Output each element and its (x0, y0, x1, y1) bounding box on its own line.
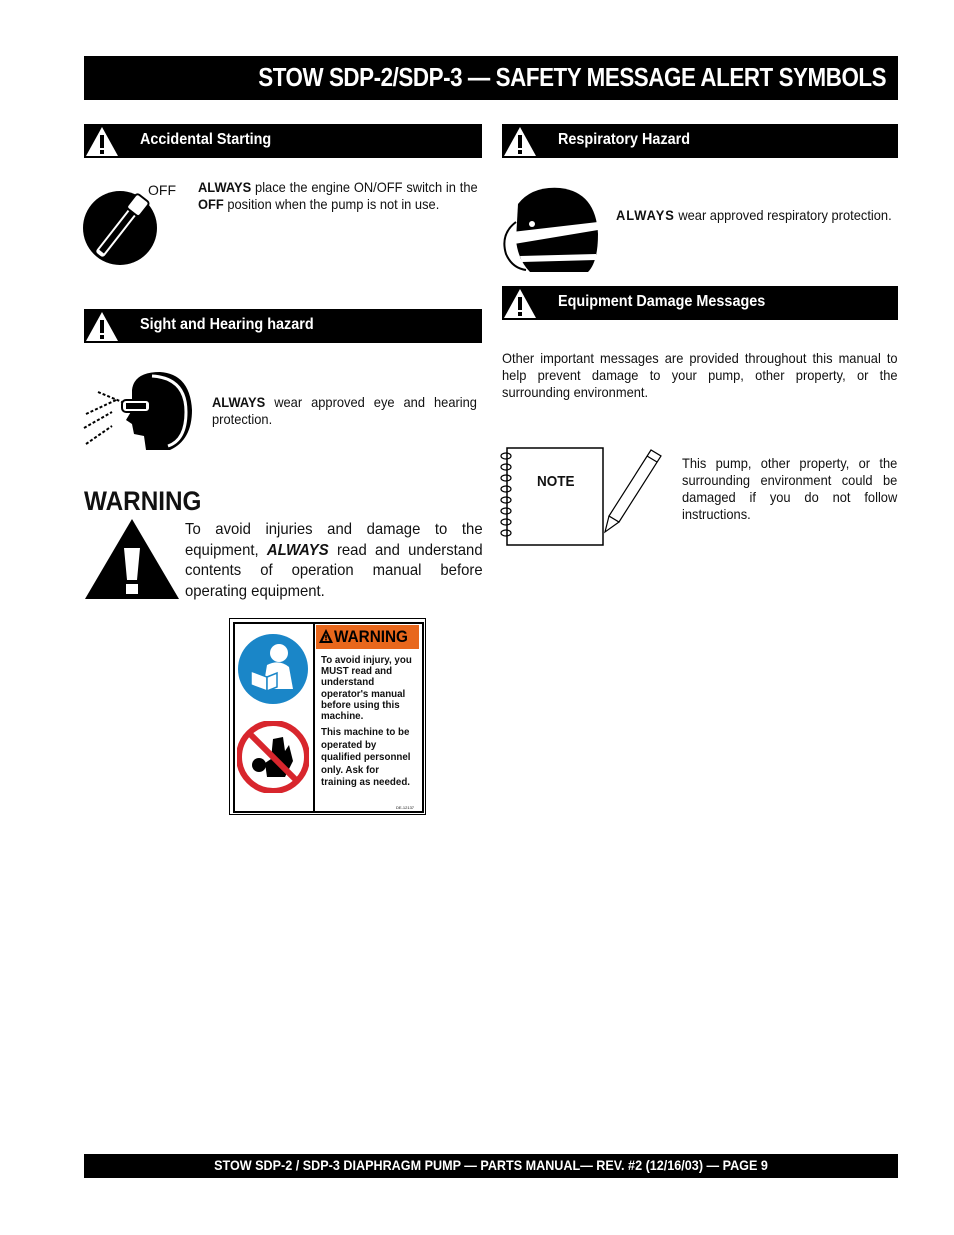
section-header-respiratory-hazard (502, 124, 898, 158)
no-unauthorized-operation-icon (237, 721, 309, 793)
warning-decal (229, 618, 426, 815)
respirator-icon (498, 184, 602, 276)
alert-triangle-icon (84, 309, 120, 343)
section-heading: Accidental Starting (140, 131, 272, 148)
decal-header: WARNING (316, 625, 419, 649)
footer-text: STOW SDP-2 / SDP-3 DIAPHRAGM PUMP — PARTS MANUAL— REV. #2 (12/16/03) — PAGE 9 (214, 1157, 768, 1173)
section-header-equipment-damage (502, 286, 898, 320)
decal-code: DE-12137 (396, 805, 415, 810)
sight-hearing-text: ALWAYS wear approved eye and hearing protection. (212, 394, 477, 427)
section-heading: Equipment Damage Messages (558, 293, 766, 310)
section-heading: Respiratory Hazard (558, 131, 691, 148)
section-header-sight-hearing (84, 309, 482, 343)
page-title: STOW SDP-2/SDP-3 — SAFETY MESSAGE ALERT SYMBOLS (258, 62, 886, 92)
eye-ear-protection-icon (82, 370, 197, 452)
decal-text-1: To avoid injury, you MUST read and understand operator's manual before using this machine. (321, 654, 412, 723)
footer-bar (84, 1154, 898, 1178)
off-label: OFF (148, 182, 176, 198)
note-label: NOTE (537, 473, 575, 490)
read-manual-icon (237, 633, 309, 705)
alert-triangle-icon (84, 124, 120, 158)
respiratory-text: ALWAYS wear approved respiratory protection. (616, 207, 892, 223)
warning-triangle-icon (84, 518, 180, 600)
equipment-damage-text: Other important messages are provided throughout this manual to help prevent damage to your pump, other property, or the surrounding environment. (502, 350, 898, 400)
off-switch-icon (82, 178, 182, 268)
note-pad-icon (497, 446, 669, 548)
warning-text: To avoid injuries and damage to the equipment, ALWAYS read and understand contents of operation manual before operating equipment. (185, 521, 483, 600)
alert-triangle-icon (502, 124, 538, 158)
warning-heading: WARNING (84, 486, 202, 516)
alert-triangle-icon (502, 286, 538, 320)
decal-alert-icon (318, 628, 334, 644)
section-header-accidental-starting (84, 124, 482, 158)
note-text: This pump, other property, or the surrounding environment could be damaged if you do not follow instructions. (682, 455, 898, 522)
page-title-bar (84, 56, 898, 100)
decal-text-2: This machine to be operated by qualified personnel only. Ask for training as needed. (321, 726, 411, 789)
accidental-starting-text: ALWAYS place the engine ON/OFF switch in the OFF position when the pump is not in use. (198, 179, 478, 212)
section-heading: Sight and Hearing hazard (140, 316, 314, 333)
